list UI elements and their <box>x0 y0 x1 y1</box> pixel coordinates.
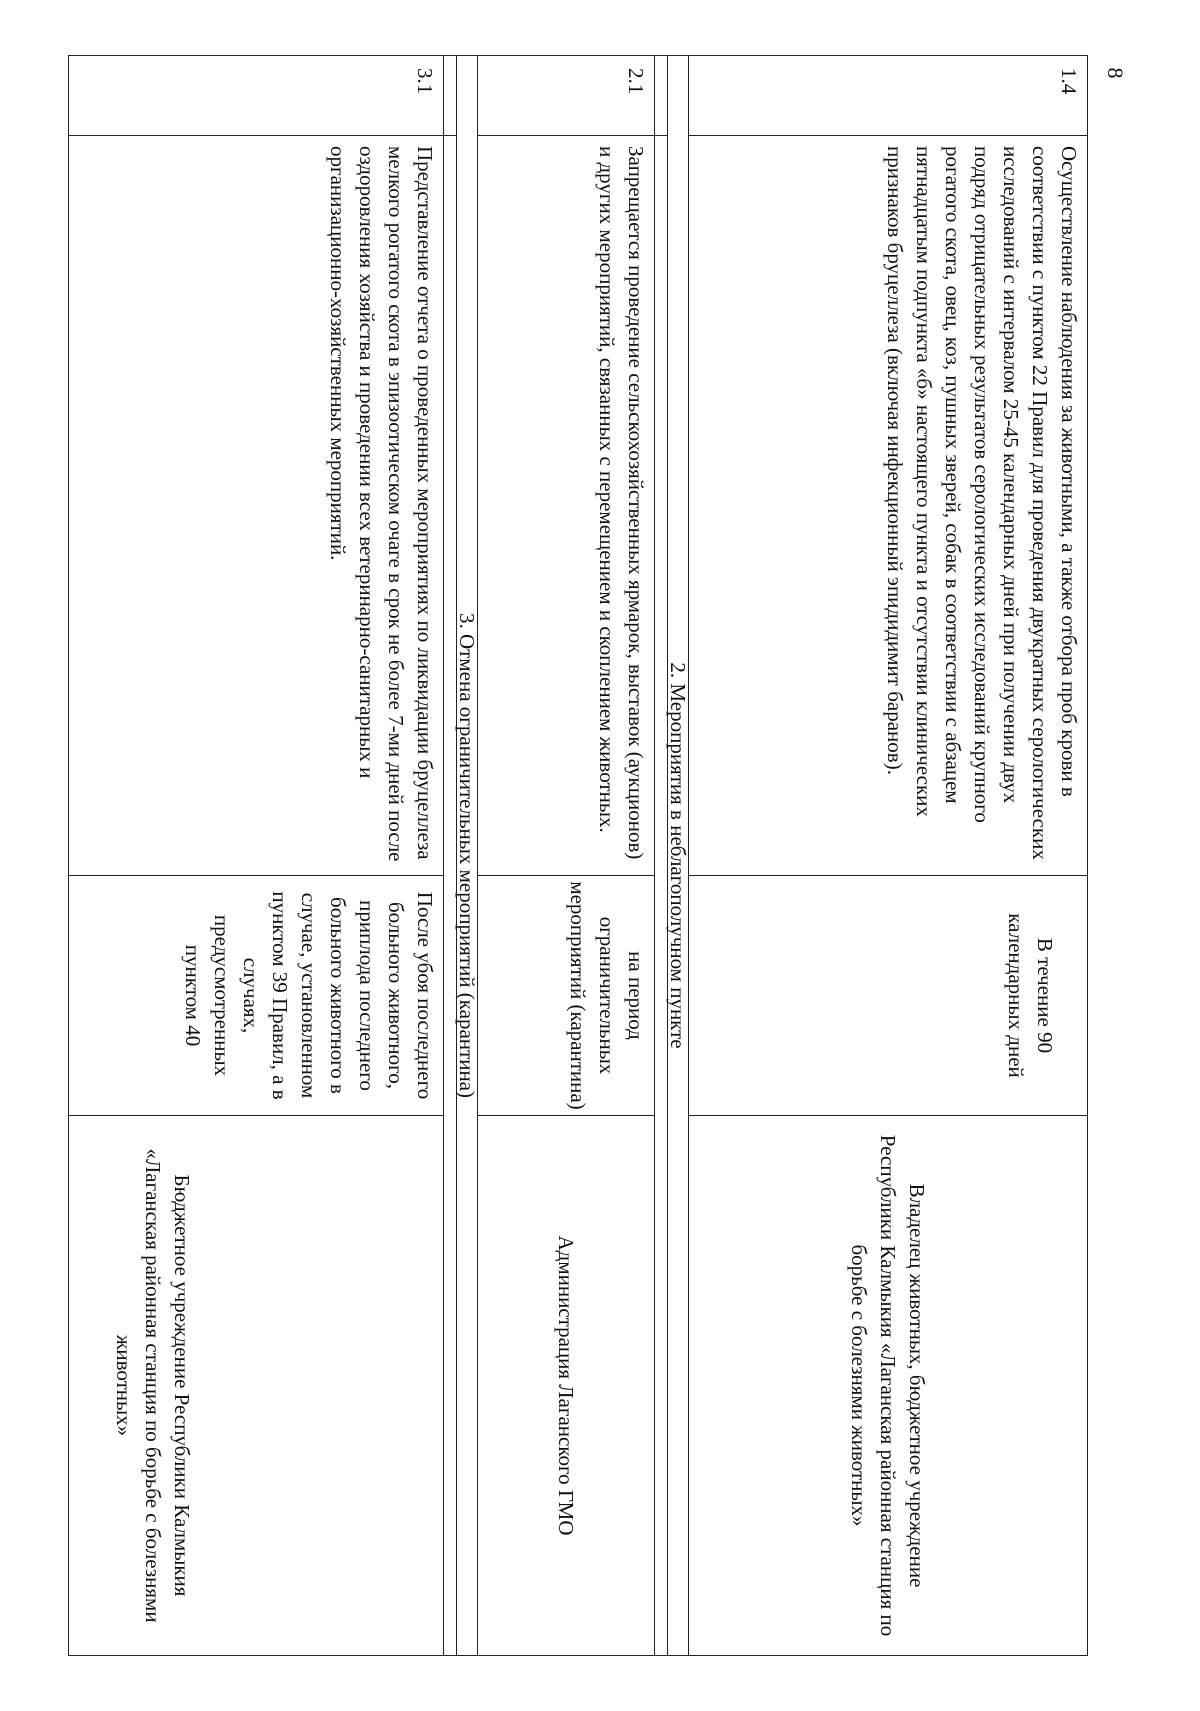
row-number: 1.4 <box>689 56 1088 136</box>
section-2-title: 2. Мероприятия в неблагополучном пункте <box>668 56 689 1656</box>
activity-cell: Запрещается проведение сельскохозяйственных ярмарок, выставок (аукционов) и других мероприятий, связанных с перемещением и скоплением животных. <box>478 136 655 876</box>
table-row <box>689 56 1088 1656</box>
row-number: 2.1 <box>478 56 655 136</box>
term-cell: После убоя последнего больного животного, приплода последнего больного животного в случае, установленном пунктом 39 Правил, а в случаях, предусмотренных пунктом 40 <box>69 876 444 1116</box>
spacer-cell <box>444 56 457 136</box>
section-heading-row <box>668 56 689 1656</box>
responsible-cell: Владелец животных, бюджетное учреждение Республики Калмыкия «Лаганская районная станция по борьбе с болезнями животных» <box>689 1116 1088 1656</box>
term-cell: В течение 90 календарных дней <box>689 876 1088 1116</box>
spacer-cell <box>655 56 668 136</box>
responsible-cell: Бюджетное учреждение Республики Калмыкия «Лаганская районная станция по борьбе с болезнями животных» <box>69 1116 444 1656</box>
table-row <box>69 56 444 1656</box>
activity-cell: Представление отчета о проведенных мероприятиях по ликвидации бруцеллеза мелкого рогатого скота в эпизоотическом очаге в срок не более 7-ми дней после оздоровления хозяйства и проведении всех ветеринарно-санитарных и организационно-хозяйственных мероприятий. <box>69 136 444 876</box>
responsible-cell: Администрация Лаганского ГМО <box>478 1116 655 1656</box>
measures-table <box>68 55 1088 1656</box>
term-cell: на период ограничительных мероприятий (карантина) <box>478 876 655 1116</box>
activity-cell: Осуществление наблюдения за животными, а также отбора проб крови в соответствии с пунктом 22 Правил для проведения двукратных серологических исследований с интервалом 25-45 календарных дней при получении двух подряд отрицательных результатов серологических исследований крупного рогатого скота, овец, коз, пушных зверей, собак в соответствии с абзацем пятнадцатым подпункта «б» настоящего пункта и отсутствии клинических признаков бруцеллеза (включая инфекционный эпидидимит баранов). <box>689 136 1088 876</box>
rotated-page-content <box>112 55 1088 1655</box>
section-3-title: 3. Отмена ограничительных мероприятий (карантина) <box>457 56 478 1656</box>
page-number: 8 <box>1103 67 1128 79</box>
section-heading-row <box>457 56 478 1656</box>
row-number: 3.1 <box>69 56 444 136</box>
table-row <box>478 56 655 1656</box>
